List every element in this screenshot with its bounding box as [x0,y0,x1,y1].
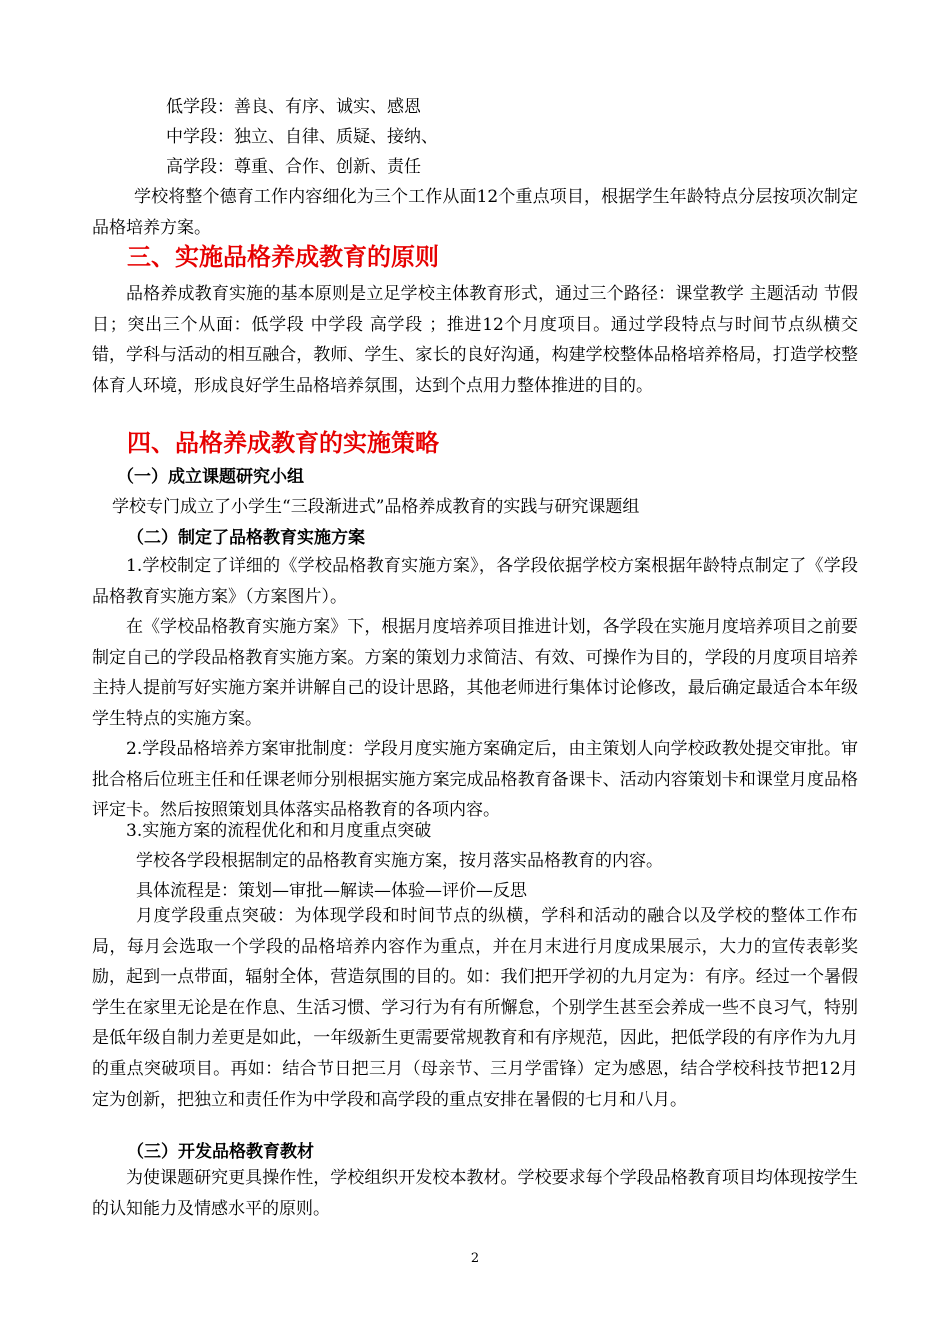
subsection-3-paragraph: 为使课题研究更具操作性，学校组织开发校本教材。学校要求每个学段品格教育项目均体现按学生的认知能力及情感水平的原则。 [92,1168,858,1219]
subsection-2-paragraph-1: 1.学校制定了详细的《学校品格教育实施方案》，各学段依据学校方案根据年龄特点制定了《学段品格教育实施方案》（方案图片）。 [92,556,858,607]
subsection-2-paragraph-2: 在《学校品格教育实施方案》下，根据月度培养项目推进计划，各学段在实施月度培养项目之前要制定自己的学段品格教育实施方案。方案的策划力求简洁、有效、可操作为目的，学段的月度项目培养主持人提前写好实施方案并讲解自己的设计思路，其他老师进行集体讨论修改，最后确定最适合本年级学生特点的实施方案。 [92,617,858,729]
subsection-1-text: 学校专门成立了小学生“三段渐进式”品格养成教育的实践与研究课题组 [112,497,640,517]
high-stage-values: 高学段：尊重、合作、创新、责任 [166,157,421,177]
intro-paragraph: 学校将整个德育工作内容细化为三个工作从面12个重点项目，根据学生年龄特点分层按项次制定品格培养方案。 [92,187,858,238]
section-4-heading: 四、品格养成教育的实施策略 [127,429,439,457]
mid-stage-values: 中学段：独立、自律、质疑、接纳、 [166,127,438,147]
subsection-2-heading: （二）制定了品格教育实施方案 [127,528,365,548]
low-stage-values: 低学段：善良、有序、诚实、感恩 [166,97,421,117]
subsection-3-heading: （三）开发品格教育教材 [127,1142,314,1162]
workflow-line: 具体流程是：策划—审批—解读—体验—评价—反思 [136,881,527,901]
subsection-2-paragraph-5: 学校各学段根据制定的品格教育实施方案，按月落实品格教育的内容。 [136,851,663,871]
page-number: 2 [470,1251,480,1266]
section-3-paragraph: 品格养成教育实施的基本原则是立足学校主体教育形式，通过三个路径：课堂教学 主题活动 节假日；突出三个从面：低学段 中学段 高学段 ；推进12个月度项目。通过学段特点与时间节点纵横交错，学科与活动的相互融合，教师、学生、家长的良好沟通，构建学校整体品格培养格局，打造学校整体育人环境，形成良好学生品格培养氛围，达到个点用力整体推进的目的。 [92,284,858,396]
subsection-2-paragraph-3: 2.学段品格培养方案审批制度：学段月度实施方案确定后，由主策划人向学校政教处提交审批。审批合格后位班主任和任课老师分别根据实施方案完成品格教育备课卡、活动内容策划卡和课堂月度品格评定卡。然后按照策划具体落实品格教育的各项内容。 [92,739,858,821]
subsection-2-paragraph-4: 3.实施方案的流程优化和和月度重点突破 [126,821,432,841]
subsection-1-heading: （一）成立课题研究小组 [117,467,304,487]
monthly-breakthrough-paragraph: 月度学段重点突破：为体现学段和时间节点的纵横，学科和活动的融合以及学校的整体工作布局，每月会选取一个学段的品格培养内容作为重点，并在月末进行月度成果展示，大力的宣传表彰奖励，起到一点带面，辐射全体，营造氛围的目的。如：我们把开学初的九月定为：有序。经过一个暑假学生在家里无论是在作息、生活习惯、学习行为有有所懈怠，个别学生甚至会养成一些不良习气，特别是低年级自制力差更是如此，一年级新生更需要常规教育和有序规范，因此，把低学段的有序作为九月的重点突破项目。再如：结合节日把三月（母亲节、三月学雷锋）定为感恩，结合学校科技节把12月定为创新，把独立和责任作为中学段和高学段的重点安排在暑假的七月和八月。 [92,906,858,1110]
section-3-heading: 三、实施品格养成教育的原则 [127,243,439,271]
